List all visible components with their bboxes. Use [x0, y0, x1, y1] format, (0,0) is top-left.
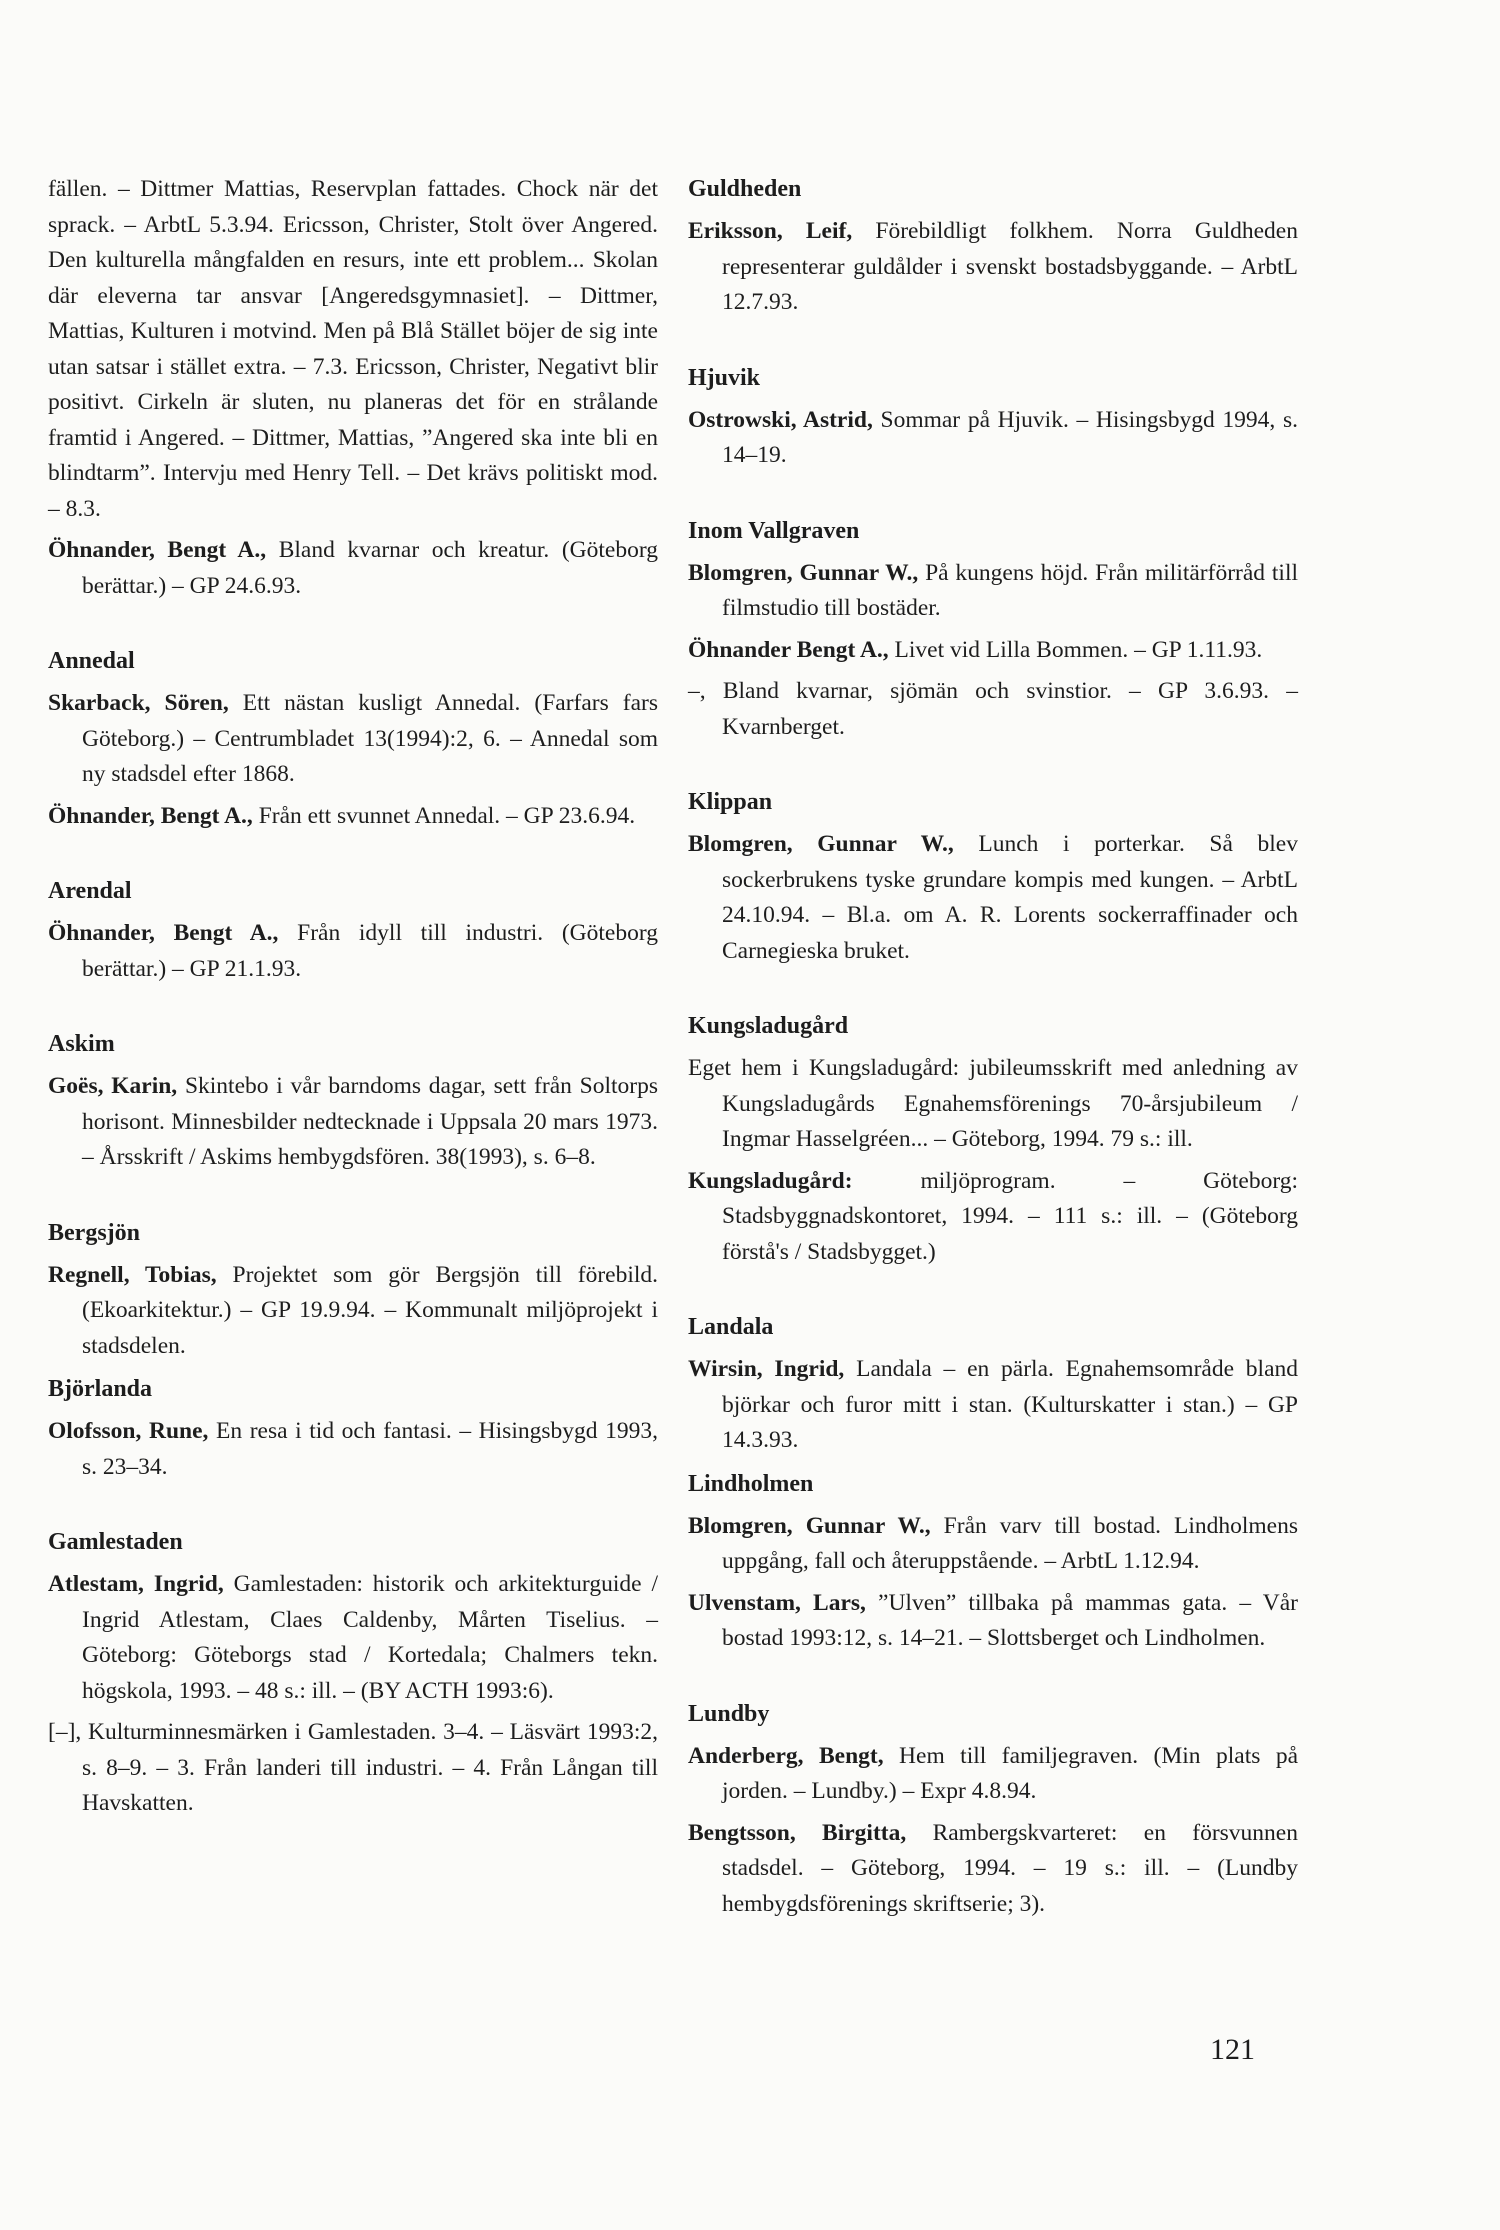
entry-author: Ostrowski, Astrid,: [688, 406, 873, 433]
section-heading: Askim: [48, 1031, 115, 1057]
entry-text: Från varv till bostad. Lindholmens uppgång, fall och återuppstående. – ArbtL 1.12.94.: [722, 1512, 1298, 1574]
section: [688, 785, 1298, 969]
entry-author: Öhnander, Bengt A.,: [48, 920, 279, 946]
section: [48, 874, 658, 987]
section-heading: Gamlestaden: [48, 1529, 183, 1555]
bibliography-entry: [688, 674, 1298, 745]
section: [688, 1310, 1298, 1459]
entry-author: Blomgren, Gunnar W.,: [688, 831, 954, 857]
section: [688, 1697, 1298, 1923]
entry-author: Goës, Karin,: [48, 1073, 178, 1099]
continuation-entries: [48, 533, 658, 604]
page-number: 121: [1210, 2033, 1255, 2066]
bibliography-entry: [48, 686, 658, 793]
bibliography-entry: [688, 403, 1298, 474]
bibliography-entry: [48, 1258, 658, 1365]
entry-text: ”Ulven” tillbaka på mammas gata. – Vår bostad 1993:12, s. 14–21. – Slottsberget och Lindholmen.: [722, 1589, 1299, 1651]
section: [688, 1009, 1298, 1270]
entry-text: Eget hem i Kungsladugård: jubileumsskrift med anledning av Kungsladugårds Egnahemsförenings 70-årsjubileum / Ingmar Hasselgréen... – Göteborg, 1994. 79 s.: ill.: [688, 1055, 1298, 1152]
entry-text: miljöprogram. – Göteborg: Stadsbyggnadskontoret, 1994. – 111 s.: ill. – (Göteborg förstå's / Stadsbygget.): [722, 1167, 1298, 1265]
left-sections: [48, 644, 658, 1822]
bibliography-entry: [48, 1567, 658, 1709]
bibliography-entry: [688, 633, 1298, 669]
entry-author: Öhnander, Bengt A.,: [48, 802, 253, 829]
section-heading: Annedal: [48, 648, 135, 674]
entry-text: Gamlestaden: historik och arkitekturguide / Ingrid Atlestam, Claes Caldenby, Mårten Tiselius. – Göteborg: Göteborgs stad / Kortedala; Chalmers tekn. högskola, 1993. – 48 s.: ill. – (BY ACTH 1993:6).: [82, 1571, 659, 1704]
bibliography-entry: [48, 916, 658, 987]
section: [48, 1372, 658, 1485]
section-heading: Inom Vallgraven: [688, 517, 860, 544]
entry-text: Sommar på Hjuvik. – Hisingsbygd 1994, s. 14–19.: [722, 406, 1298, 468]
section: [48, 1216, 658, 1365]
entry-text: Landala – en pärla. Egnahemsområde bland björkar och furor mitt i stan. (Kulturskatter i stan.) – GP 14.3.93.: [722, 1356, 1298, 1453]
entry-author: Blomgren, Gunnar W.,: [688, 559, 919, 586]
bibliography-entry: [688, 556, 1298, 627]
entry-text: Lunch i porterkar. Så blev sockerbrukens tyske grundare kompis med kungen. – ArbtL 24.10.94. – Bl.a. om A. R. Lorents sockerraffinader och Carnegieska bruket.: [722, 831, 1298, 964]
section-heading: Lundby: [688, 1700, 770, 1727]
bibliography-entry: [688, 1586, 1298, 1657]
entry-author: Wirsin, Ingrid,: [688, 1356, 845, 1382]
bibliography-entry: [688, 214, 1298, 321]
section-heading: Kungsladugård: [688, 1013, 849, 1039]
entry-text: Ett nästan kusligt Annedal. (Farfars fars Göteborg.) – Centrumbladet 13(1994):2, 6. – Annedal som ny stadsdel efter 1868.: [82, 690, 658, 787]
bibliography-entry: [688, 1509, 1298, 1580]
bibliography-entry: [48, 1414, 658, 1485]
entry-text: –, Bland kvarnar, sjömän och svinstior. – GP 3.6.93. – Kvarnberget.: [688, 678, 1298, 740]
right-column: [688, 172, 1298, 1962]
section-heading: Klippan: [688, 789, 773, 815]
bibliography-entry: [688, 1051, 1298, 1158]
bibliography-entry: [48, 1069, 658, 1176]
entry-author: Olofsson, Rune,: [48, 1418, 209, 1444]
bibliography-entry: [48, 533, 658, 604]
bibliography-entry: [48, 1715, 658, 1822]
entry-text: [–], Kulturminnesmärken i Gamlestaden. 3–4. – Läsvärt 1993:2, s. 8–9. – 3. Från landeri till industri. – 4. Från Långan till Havskatten.: [48, 1719, 658, 1816]
section: [688, 361, 1298, 474]
entry-author: Regnell, Tobias,: [48, 1261, 217, 1288]
entry-author: Kungsladugård:: [688, 1167, 853, 1194]
entry-text: En resa i tid och fantasi. – Hisingsbygd 1993, s. 23–34.: [82, 1418, 658, 1480]
entry-author: Anderberg, Bengt,: [688, 1742, 884, 1769]
section: [688, 172, 1298, 321]
entry-text: Bland kvarnar och kreatur. (Göteborg berättar.) – GP 24.6.93.: [82, 537, 658, 599]
entry-text: Rambergskvarteret: en försvunnen stadsdel. – Göteborg, 1994. – 19 s.: ill. – (Lundby hembygdsförenings skriftserie; 3).: [722, 1819, 1298, 1917]
entry-author: Skarback, Sören,: [48, 690, 229, 716]
entry-text: Från idyll till industri. (Göteborg berättar.) – GP 21.1.93.: [82, 920, 658, 982]
entry-author: Eriksson, Leif,: [688, 218, 853, 244]
entry-author: Blomgren, Gunnar W.,: [688, 1512, 931, 1539]
entry-text: Förebildligt folkhem. Norra Guldheden representerar guldålder i svenskt bostadsbyggande. – ArbtL 12.7.93.: [722, 218, 1298, 315]
bibliography-entry: [688, 1816, 1298, 1923]
section-heading: Guldheden: [688, 176, 802, 202]
bibliography-entry: [688, 1739, 1298, 1810]
section: [48, 644, 658, 834]
section: [688, 1467, 1298, 1657]
section-heading: Lindholmen: [688, 1470, 814, 1497]
section-heading: Arendal: [48, 878, 132, 904]
entry-author: Atlestam, Ingrid,: [48, 1571, 224, 1597]
continuation-text: fällen. – Dittmer Mattias, Reservplan fattades. Chock när det sprack. – ArbtL 5.3.94. Ericsson, Christer, Stolt över Angered. Den kulturella mångfalden en resurs, inte ett problem... Skolan där eleverna tar ansvar [Angeredsgymnasiet]. – Dittmer, Mattias, Kulturen i motvind. Men på Blå Stället böjer de sig inte utan satsar i stället extra. – 7.3. Ericsson, Christer, Negativt blir positivt. Cirkeln är sluten, nu planeras det för en strålande framtid i Angered. – Dittmer, Mattias, ”Angered ska inte bli en blindtarm”. Intervju med Henry Tell. – Det krävs politiskt mod. – 8.3.: [48, 176, 658, 522]
bibliography-entry: [688, 1164, 1298, 1271]
bibliography-entry: [688, 1352, 1298, 1459]
entry-text: Projektet som gör Bergsjön till förebild. (Ekoarkitektur.) – GP 19.9.94. – Kommunalt miljöprojekt i stadsdelen.: [82, 1261, 659, 1359]
entry-author: Bengtsson, Birgitta,: [688, 1819, 907, 1846]
entry-text: Från ett svunnet Annedal. – GP 23.6.94.: [252, 802, 636, 829]
entry-text: Livet vid Lilla Bommen. – GP 1.11.93.: [888, 636, 1263, 663]
entry-author: Ulvenstam, Lars,: [688, 1589, 866, 1616]
entry-text: Skintebo i vår barndoms dagar, sett från Soltorps horisont. Minnesbilder nedtecknade i Uppsala 20 mars 1973. – Årsskrift / Askims hembygdsfören. 38(1993), s. 6–8.: [82, 1073, 658, 1170]
bibliography-entry: [688, 827, 1298, 969]
section-heading: Björlanda: [48, 1376, 153, 1402]
bibliography-entry: [48, 799, 658, 835]
left-column: [48, 172, 658, 1862]
section: [688, 514, 1298, 746]
section: [48, 1525, 658, 1822]
entry-text: På kungens höjd. Från militärförråd till filmstudio till bostäder.: [722, 559, 1298, 621]
section-heading: Bergsjön: [48, 1219, 140, 1246]
entry-text: Hem till familjegraven. (Min plats på jorden. – Lundby.) – Expr 4.8.94.: [722, 1742, 1298, 1804]
section-heading: Landala: [688, 1314, 774, 1340]
entry-author: Öhnander Bengt A.,: [688, 636, 889, 663]
right-sections: [688, 172, 1298, 1922]
section: [48, 1027, 658, 1176]
entry-author: Öhnander, Bengt A.,: [48, 537, 267, 563]
section-heading: Hjuvik: [688, 364, 761, 391]
